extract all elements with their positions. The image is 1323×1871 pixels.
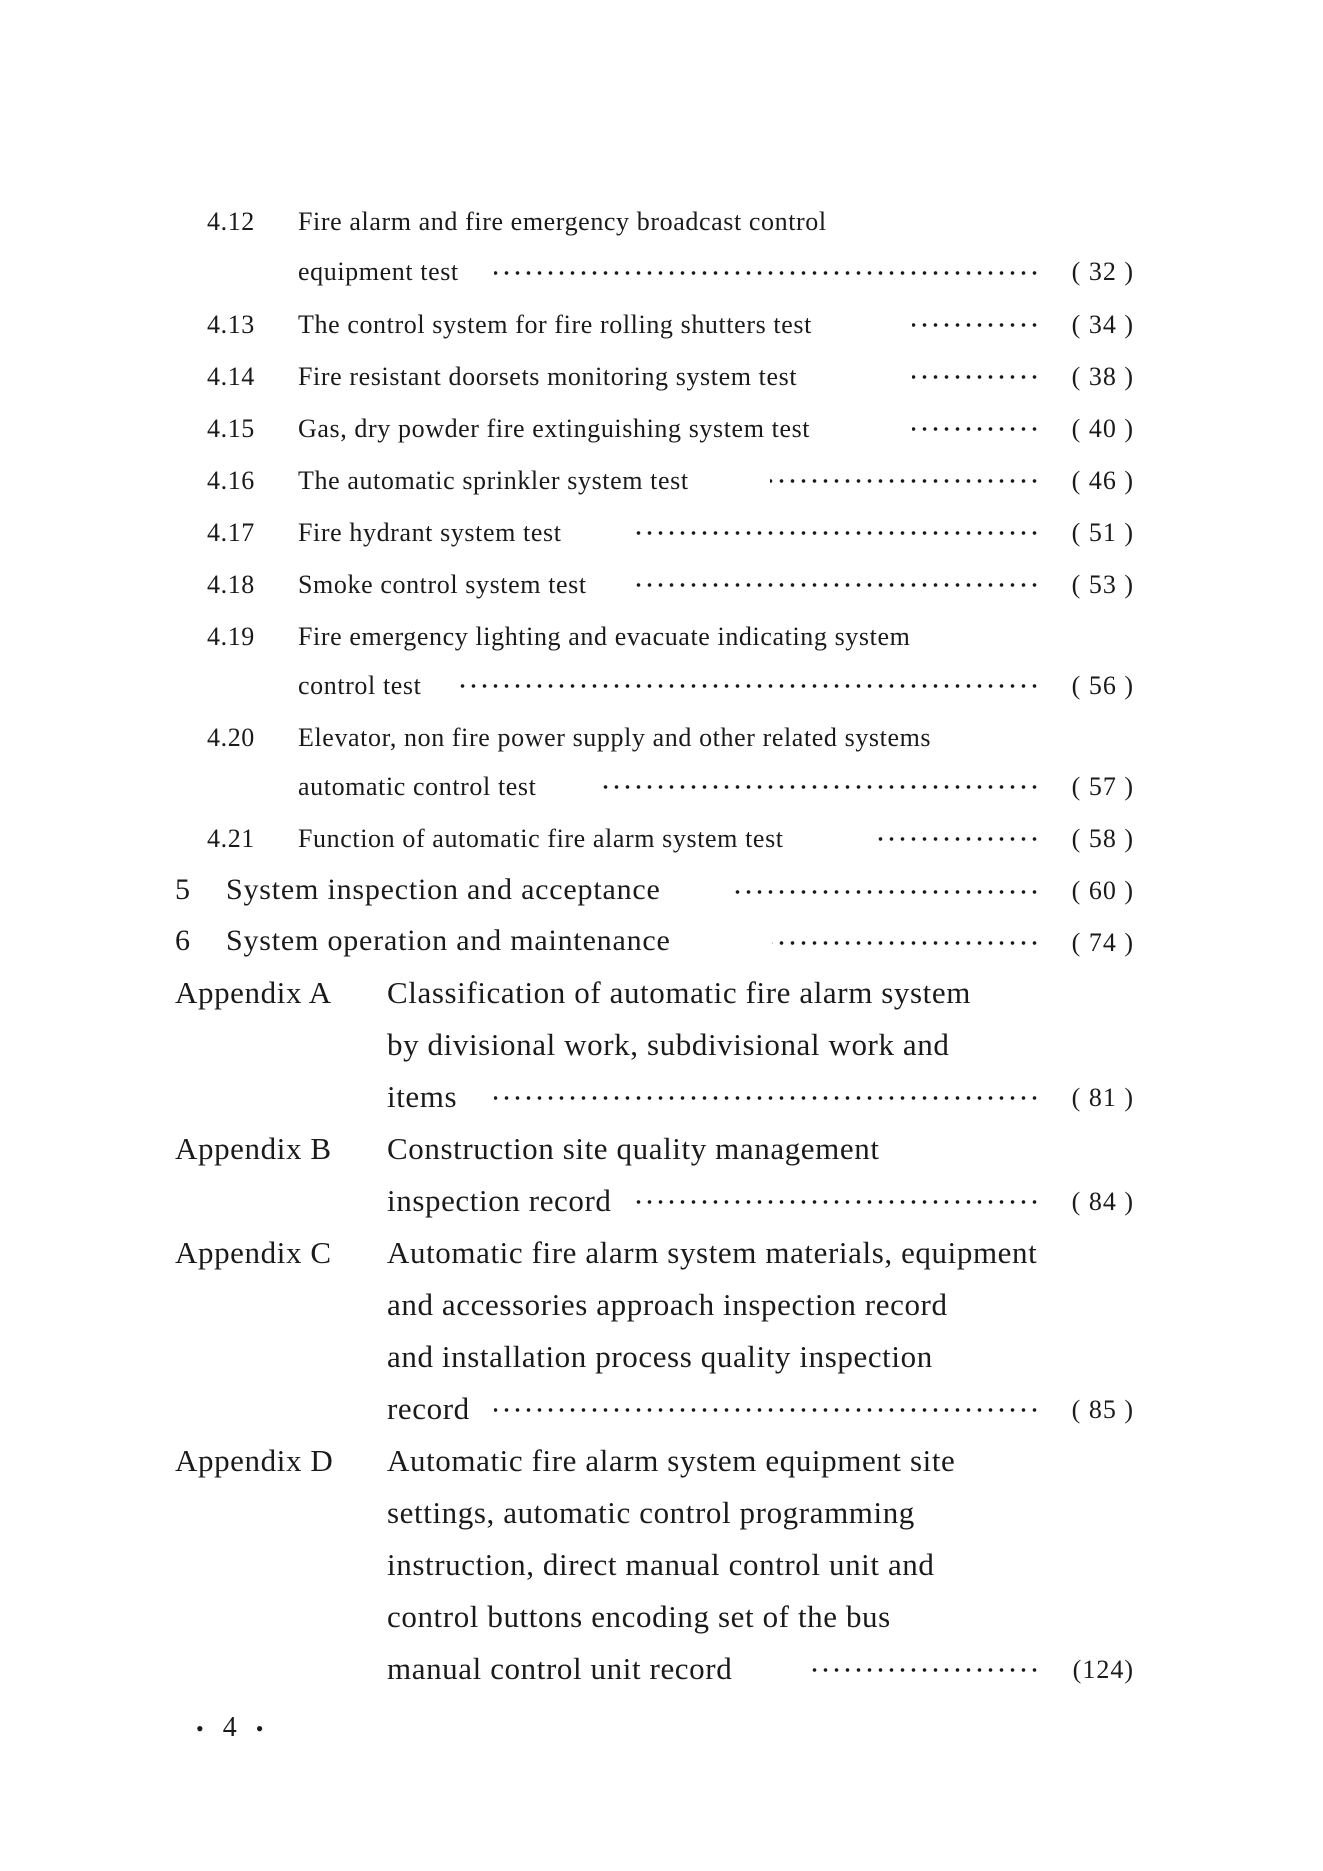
entry-number: 4.17: [207, 518, 255, 547]
dot-leader: [597, 783, 1040, 791]
dot-leader: [912, 425, 1040, 433]
appendix-label: Appendix D: [175, 1443, 334, 1478]
dot-leader: [494, 269, 1040, 277]
entry-title: Fire resistant doorsets monitoring system test: [298, 362, 798, 391]
dot-leader: [772, 939, 1040, 947]
dot-leader: [912, 321, 1040, 329]
dot-leader: [878, 835, 1040, 843]
appendix-page: ( 85 ): [1071, 1395, 1134, 1424]
entry-page: ( 53 ): [1071, 570, 1134, 599]
appendix-page: (124): [1072, 1655, 1134, 1684]
appendix-title-cont: instruction, direct manual control unit and: [387, 1547, 935, 1582]
appendix-title: Classification of automatic fire alarm system: [387, 975, 971, 1010]
dot-leader: [770, 477, 1040, 485]
appendix-title-cont: manual control unit record: [387, 1651, 733, 1686]
chapter-number: 5: [175, 873, 191, 906]
dot-leader: [460, 682, 1040, 690]
dot-leader: [494, 1094, 1040, 1102]
entry-number: 4.14: [207, 362, 255, 391]
chapter-title: System inspection and acceptance: [226, 873, 661, 906]
dot-leader: [632, 581, 1040, 589]
entry-title: Gas, dry powder fire extinguishing system test: [298, 414, 811, 443]
entry-number: 4.19: [207, 622, 255, 651]
dot-leader: [630, 529, 1040, 537]
appendix-title-cont: control buttons encoding set of the bus: [387, 1599, 891, 1634]
dot-leader: [636, 1198, 1040, 1206]
entry-title: The automatic sprinkler system test: [298, 466, 689, 495]
entry-title: The control system for fire rolling shutters test: [298, 310, 812, 339]
entry-page: ( 38 ): [1071, 362, 1134, 391]
entry-page: ( 57 ): [1071, 772, 1134, 801]
entry-title: Smoke control system test: [298, 570, 587, 599]
appendix-title-cont: and installation process quality inspection: [387, 1339, 933, 1374]
appendix-label: Appendix B: [175, 1131, 332, 1166]
dot-leader: [494, 1406, 1040, 1414]
appendix-title: Automatic fire alarm system equipment site: [387, 1443, 956, 1478]
entry-page: ( 40 ): [1071, 414, 1134, 443]
appendix-title-cont: inspection record: [387, 1183, 612, 1218]
chapter-title: System operation and maintenance: [226, 924, 671, 957]
page-footer: [196, 1712, 263, 1744]
chapter-page: ( 60 ): [1071, 876, 1134, 905]
page-number: 4: [222, 1712, 237, 1743]
chapter-number: 6: [175, 924, 191, 957]
entry-number: 4.16: [207, 466, 255, 495]
entry-number: 4.18: [207, 570, 255, 599]
entry-title-cont: equipment test: [298, 257, 459, 286]
entry-title: Elevator, non fire power supply and other related systems: [298, 723, 932, 752]
entry-number: 4.15: [207, 414, 255, 443]
entry-number: 4.12: [207, 207, 255, 236]
entry-number: 4.13: [207, 310, 255, 339]
dot-leader: [912, 373, 1040, 381]
entry-title: Fire emergency lighting and evacuate indicating system: [298, 622, 911, 651]
appendix-title-cont: items: [387, 1079, 458, 1114]
appendix-title-cont: record: [387, 1391, 470, 1426]
entry-page: ( 56 ): [1071, 671, 1134, 700]
dot-leader: [808, 1666, 1040, 1674]
appendix-label: Appendix A: [175, 975, 332, 1010]
entry-title: Fire hydrant system test: [298, 518, 562, 547]
chapter-page: ( 74 ): [1071, 928, 1134, 957]
appendix-page: ( 84 ): [1071, 1187, 1134, 1216]
entry-title: Fire alarm and fire emergency broadcast control: [298, 207, 827, 236]
entry-title: Function of automatic fire alarm system test: [298, 824, 784, 853]
appendix-title: Construction site quality management: [387, 1131, 880, 1166]
appendix-label: Appendix C: [175, 1235, 332, 1270]
footer-bullet-left: •: [196, 1716, 204, 1741]
entry-page: ( 34 ): [1071, 310, 1134, 339]
appendix-title: Automatic fire alarm system materials, equipment: [387, 1235, 1038, 1270]
footer-bullet-right: •: [255, 1716, 264, 1741]
appendix-title-cont: and accessories approach inspection record: [387, 1287, 948, 1322]
appendix-title-cont: by divisional work, subdivisional work and: [387, 1027, 950, 1062]
entry-title-cont: automatic control test: [298, 772, 537, 801]
entry-page: ( 32 ): [1071, 257, 1134, 286]
entry-page: ( 58 ): [1071, 824, 1134, 853]
entry-number: 4.21: [207, 824, 255, 853]
entry-page: ( 51 ): [1071, 518, 1134, 547]
appendix-page: ( 81 ): [1071, 1083, 1134, 1112]
entry-number: 4.20: [207, 723, 255, 752]
dot-leader: [732, 888, 1040, 896]
entry-title-cont: control test: [298, 671, 422, 700]
entry-page: ( 46 ): [1071, 466, 1134, 495]
appendix-title-cont: settings, automatic control programming: [387, 1495, 915, 1530]
